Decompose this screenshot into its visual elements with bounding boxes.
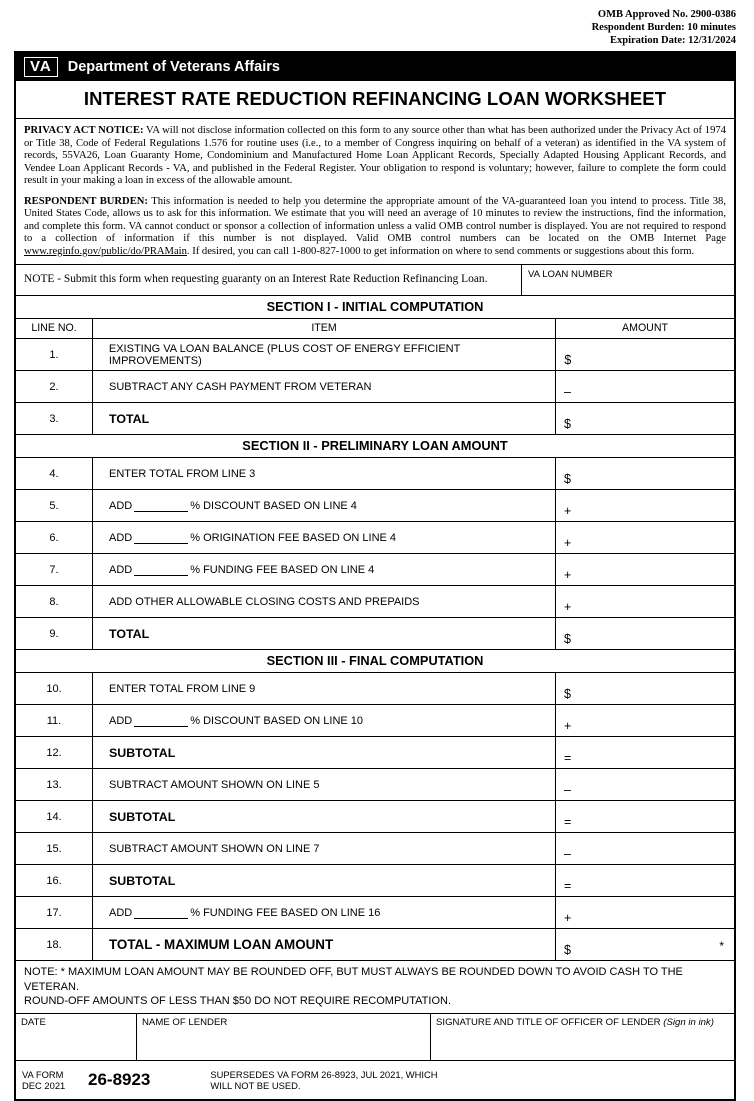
- row-amount-input[interactable]: [556, 897, 734, 928]
- amount-symbol: +: [564, 600, 572, 615]
- date-label: DATE: [21, 1017, 46, 1029]
- form-body: [14, 51, 736, 1101]
- table-row: [16, 801, 734, 833]
- officer-signature-hint: (Sign in ink): [663, 1017, 714, 1029]
- footnote-asterisk: *: [719, 939, 724, 954]
- rounding-note: [16, 961, 734, 1014]
- amount-symbol: +: [564, 719, 572, 734]
- row-amount-input[interactable]: [556, 554, 734, 585]
- row-item-label: [93, 586, 556, 617]
- row-amount-input[interactable]: [556, 490, 734, 521]
- row-amount-input[interactable]: [556, 929, 734, 960]
- row-line-no: 17.: [16, 897, 93, 928]
- row-line-no: 10.: [16, 673, 93, 704]
- table-row: [16, 705, 734, 737]
- officer-signature-field[interactable]: [431, 1014, 734, 1060]
- va-logo: VA: [24, 57, 58, 77]
- row-line-no: 5.: [16, 490, 93, 521]
- row-item-label: [93, 929, 556, 960]
- row-item-label: [93, 403, 556, 434]
- section-header-3: SECTION III - FINAL COMPUTATION: [16, 650, 734, 673]
- amount-symbol: +: [564, 568, 572, 583]
- row-item-text: TOTAL: [109, 411, 150, 426]
- amount-symbol: –: [564, 385, 571, 400]
- privacy-act-label: PRIVACY ACT NOTICE:: [24, 125, 144, 137]
- table-row: [16, 737, 734, 769]
- form-footer: [16, 1061, 734, 1099]
- row-item-text: ADD: [109, 499, 133, 512]
- row-item-text: SUBTRACT ANY CASH PAYMENT FROM VETERAN: [109, 380, 372, 393]
- row-amount-input[interactable]: [556, 371, 734, 402]
- va-form-label-line-2: DEC 2021: [22, 1080, 66, 1092]
- va-form-label: [22, 1069, 88, 1093]
- va-form-label-line-1: VA FORM: [22, 1068, 64, 1080]
- row-item-label: [93, 618, 556, 649]
- row-item-text-suffix: % DISCOUNT BASED ON LINE 4: [190, 499, 357, 512]
- supersedes-line-2: WILL NOT BE USED.: [210, 1080, 301, 1092]
- row-line-no: 8.: [16, 586, 93, 617]
- row-line-no: 4.: [16, 458, 93, 489]
- lender-name-label: NAME OF LENDER: [142, 1017, 228, 1029]
- row-item-label: [93, 737, 556, 768]
- row-line-no: 16.: [16, 865, 93, 896]
- va-loan-number-label: VA LOAN NUMBER: [528, 269, 613, 281]
- lender-name-field[interactable]: [137, 1014, 431, 1060]
- row-amount-input[interactable]: [556, 801, 734, 832]
- officer-signature-label: SIGNATURE AND TITLE OF OFFICER OF LENDER: [436, 1017, 664, 1029]
- omb-header-block: [14, 8, 740, 47]
- page-title: INTEREST RATE REDUCTION REFINANCING LOAN WORKSHEET: [16, 81, 734, 119]
- column-header-item: ITEM: [93, 319, 556, 338]
- row-line-no: 11.: [16, 705, 93, 736]
- column-header-row: [16, 319, 734, 339]
- row-amount-input[interactable]: [556, 865, 734, 896]
- table-row: [16, 673, 734, 705]
- row-line-no: 6.: [16, 522, 93, 553]
- row-item-text: ENTER TOTAL FROM LINE 9: [109, 682, 256, 695]
- row-line-no: 1.: [16, 339, 93, 370]
- row-item-label: [93, 801, 556, 832]
- omb-respondent-burden: Respondent Burden: 10 minutes: [591, 22, 736, 34]
- row-item-label: [93, 339, 556, 370]
- row-amount-input[interactable]: [556, 833, 734, 864]
- row-item-text: ADD OTHER ALLOWABLE CLOSING COSTS AND PREPAIDS: [109, 595, 420, 608]
- row-item-label: [93, 769, 556, 800]
- omb-pramain-link[interactable]: www.reginfo.gov/public/do/PRAMain: [24, 245, 187, 257]
- row-amount-input[interactable]: [556, 403, 734, 434]
- supersedes-line-1: SUPERSEDES VA FORM 26-8923, JUL 2021, WHICH: [210, 1068, 438, 1080]
- row-item-label: [93, 458, 556, 489]
- table-row: [16, 371, 734, 403]
- section-header-2: SECTION II - PRELIMINARY LOAN AMOUNT: [16, 435, 734, 458]
- row-item-text: EXISTING VA LOAN BALANCE (PLUS COST OF ENERGY EFFICIENT IMPROVEMENTS): [108, 342, 461, 367]
- row-line-no: 3.: [16, 403, 93, 434]
- row-item-text-suffix: % FUNDING FEE BASED ON LINE 4: [190, 563, 375, 576]
- amount-symbol: $: [564, 943, 571, 958]
- row-line-no: 18.: [16, 929, 93, 960]
- row-item-text: ADD: [109, 906, 133, 919]
- table-row: [16, 490, 734, 522]
- row-item-label: [93, 865, 556, 896]
- row-item-label: [93, 371, 556, 402]
- row-amount-input[interactable]: [556, 737, 734, 768]
- table-row: [16, 833, 734, 865]
- table-row: [16, 769, 734, 801]
- worksheet-table: [16, 296, 734, 961]
- omb-expiration-date: Expiration Date: 12/31/2024: [610, 35, 736, 47]
- signature-row: [16, 1014, 734, 1061]
- row-item-text: TOTAL: [109, 626, 150, 641]
- percent-blank-field[interactable]: [134, 907, 188, 919]
- amount-symbol: $: [564, 417, 571, 432]
- column-header-line-no: LINE NO.: [16, 319, 93, 338]
- row-amount-input[interactable]: [556, 673, 734, 704]
- table-row: [16, 403, 734, 435]
- row-line-no: 14.: [16, 801, 93, 832]
- date-field[interactable]: [16, 1014, 137, 1060]
- form-number: 26-8923: [88, 1070, 151, 1090]
- table-row: [16, 586, 734, 618]
- percent-blank-field[interactable]: [134, 500, 188, 512]
- row-item-text-suffix: % FUNDING FEE BASED ON LINE 16: [190, 906, 381, 919]
- row-amount-input[interactable]: [556, 618, 734, 649]
- row-amount-input[interactable]: [556, 705, 734, 736]
- row-line-no: 15.: [16, 833, 93, 864]
- row-amount-input[interactable]: [556, 769, 734, 800]
- amount-symbol: +: [564, 536, 572, 551]
- rounding-note-line-2: ROUND-OFF AMOUNTS OF LESS THAN $50 DO NOT REQUIRE RECOMPUTATION.: [24, 994, 452, 1007]
- row-item-text: TOTAL - MAXIMUM LOAN AMOUNT: [109, 937, 334, 953]
- row-line-no: 13.: [16, 769, 93, 800]
- row-item-label: [93, 522, 556, 553]
- row-item-text: ADD: [109, 714, 133, 727]
- row-item-label: [93, 673, 556, 704]
- row-item-text: SUBTOTAL: [109, 873, 176, 888]
- table-row: [16, 929, 734, 961]
- va-loan-number-field[interactable]: [522, 265, 734, 295]
- table-row: [16, 554, 734, 586]
- amount-symbol: +: [564, 504, 572, 519]
- submission-note: NOTE - Submit this form when requesting guaranty on an Interest Rate Reduction Refinancing Loan.: [16, 265, 522, 295]
- amount-symbol: =: [564, 879, 572, 894]
- amount-symbol: –: [564, 783, 571, 798]
- row-item-label: [93, 554, 556, 585]
- notices-block: [16, 119, 734, 265]
- respondent-burden-text-2: . If desired, you can call 1-800-827-1000 to get information on where to send comments or suggestions about this form.: [186, 245, 695, 257]
- respondent-burden-notice: [24, 196, 726, 259]
- row-line-no: 9.: [16, 618, 93, 649]
- row-item-label: [93, 833, 556, 864]
- amount-symbol: $: [564, 472, 571, 487]
- row-item-text: SUBTRACT AMOUNT SHOWN ON LINE 7: [109, 842, 320, 855]
- table-row: [16, 865, 734, 897]
- row-item-text: SUBTOTAL: [109, 809, 176, 824]
- row-item-text-suffix: % ORIGINATION FEE BASED ON LINE 4: [190, 531, 397, 544]
- column-header-amount: AMOUNT: [622, 322, 668, 335]
- amount-symbol: –: [564, 847, 571, 862]
- table-row: [16, 339, 734, 371]
- row-item-label: [93, 705, 556, 736]
- percent-blank-field[interactable]: [134, 532, 188, 544]
- privacy-act-notice: [24, 125, 726, 188]
- row-item-text: ENTER TOTAL FROM LINE 3: [109, 467, 256, 480]
- percent-blank-field[interactable]: [134, 564, 188, 576]
- table-row: [16, 897, 734, 929]
- percent-blank-field[interactable]: [134, 715, 188, 727]
- row-amount-input[interactable]: [556, 522, 734, 553]
- department-name: Department of Veterans Affairs: [67, 59, 280, 76]
- row-amount-input[interactable]: [556, 458, 734, 489]
- amount-symbol: =: [564, 751, 572, 766]
- row-amount-input[interactable]: [556, 339, 734, 370]
- row-item-label: [93, 897, 556, 928]
- table-row: [16, 618, 734, 650]
- row-amount-input[interactable]: [556, 586, 734, 617]
- supersedes-note: [210, 1069, 437, 1093]
- respondent-burden-label: RESPONDENT BURDEN:: [24, 195, 148, 207]
- omb-approved-number: OMB Approved No. 2900-0386: [597, 9, 736, 20]
- row-line-no: 2.: [16, 371, 93, 402]
- amount-symbol: =: [564, 815, 572, 830]
- privacy-act-text: VA will not disclose information collected on this form to any source other than what has been authorized under the Privacy Act of 1974 or Title 38, Code of Federal Regulations 1.576 for routine uses (i.e., to a member of Congress inquiring on behalf of a veteran) as identified in the VA system of records, 55VA26, Loan Guaranty Home, Condominium and Manufactured Home Loan Applicant Records, Specially Adapted Housing Applicant Records, and Vendee Loan Applicant Records - VA, and published in the Federal Register. Your obligation to respond is voluntary; however, failure to complete the form could result in your making a loan in excess of the allowable amount.: [24, 125, 726, 187]
- submission-note-row: [16, 265, 734, 296]
- row-item-text: SUBTRACT AMOUNT SHOWN ON LINE 5: [109, 778, 320, 791]
- amount-symbol: +: [564, 911, 572, 926]
- amount-symbol: $: [564, 632, 571, 647]
- amount-symbol: $: [564, 353, 572, 368]
- rounding-note-line-1: NOTE: * MAXIMUM LOAN AMOUNT MAY BE ROUNDED OFF, BUT MUST ALWAYS BE ROUNDED DOWN TO AVOID CASH TO THE VETERAN.: [24, 966, 683, 993]
- row-item-text: ADD: [109, 563, 133, 576]
- table-row: [16, 522, 734, 554]
- row-item-text-suffix: % DISCOUNT BASED ON LINE 10: [190, 714, 364, 727]
- amount-symbol: $: [564, 687, 571, 702]
- section-header-1: SECTION I - INITIAL COMPUTATION: [16, 296, 734, 319]
- row-item-text: ADD: [109, 531, 133, 544]
- row-item-label: [93, 490, 556, 521]
- table-row: [16, 458, 734, 490]
- row-line-no: 12.: [16, 737, 93, 768]
- respondent-burden-text-1: This information is needed to help you determine the appropriate amount of the VA-guaranteed loan you intend to process. Title 38, United States Code, allows us to ask for this information. We estimate that you will need an average of 10 minutes to review the instructions, find the information, and complete this form. VA cannot conduct or sponsor a collection of information unless a valid OMB control number is displayed. You are not required to respond to a collection of information if this number is not displayed. Valid OMB control numbers can be located on the OMB Internet Page: [24, 195, 726, 245]
- row-item-text: SUBTOTAL: [109, 745, 176, 760]
- row-line-no: 7.: [16, 554, 93, 585]
- agency-title-bar: [16, 53, 734, 81]
